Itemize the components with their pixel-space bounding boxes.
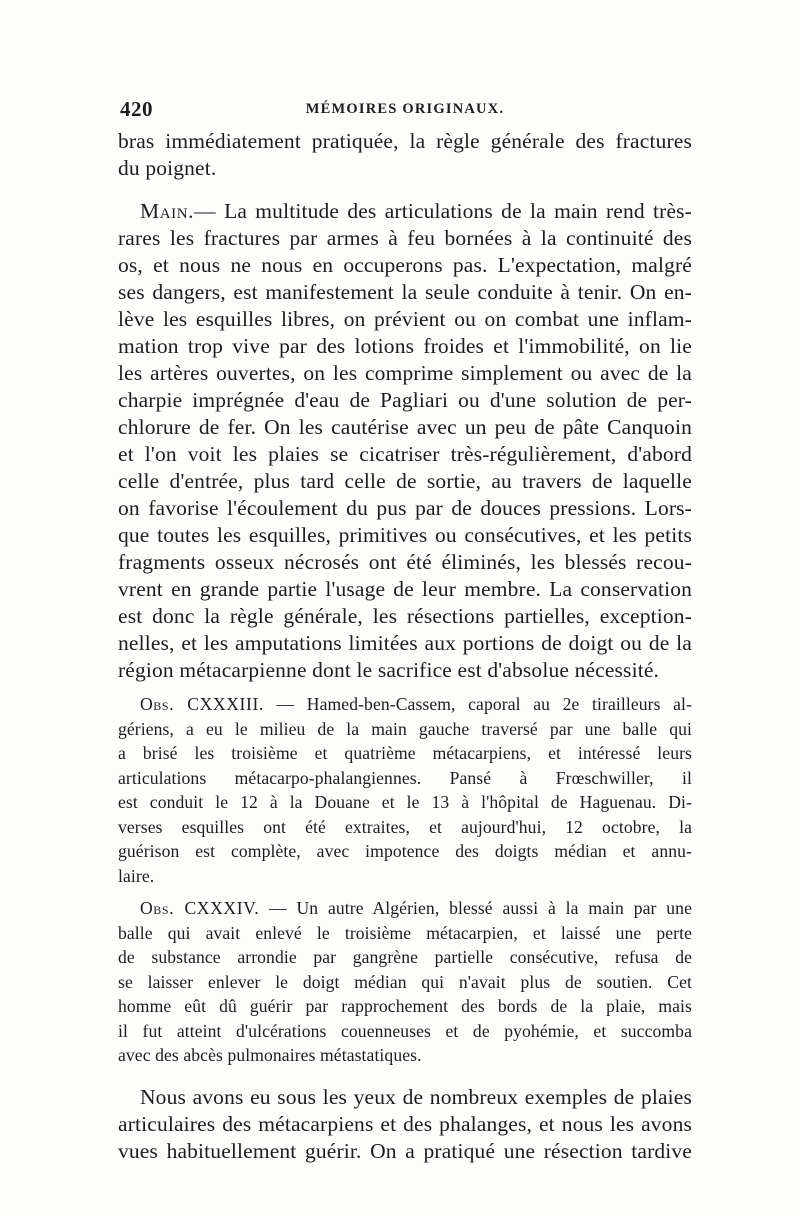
- text-line: laire.: [118, 865, 155, 886]
- text-line: a brisé les troisième et quatrième métacarpiens, et intéressé leurs: [118, 743, 692, 763]
- page-number: 420: [120, 97, 153, 121]
- text-line: est conduit le 12 à la Douane et le 13 à l'hôpital de Haguenau. Di-: [118, 792, 692, 812]
- text-line: du poignet.: [118, 156, 217, 180]
- section-lead-main: Main.: [140, 199, 195, 223]
- text-line: verses esquilles ont été extraites, et aujourd'hui, 12 octobre, la: [118, 816, 692, 837]
- text-line: nelles, et les amputations limitées aux portions de doigt ou de la: [118, 631, 692, 655]
- text-line: os, et nous ne nous en occuperons pas. L'expectation, malgré: [118, 253, 692, 277]
- text-line: les artères ouvertes, on les comprime simplement ou avec de la: [118, 361, 692, 385]
- observation-lead: Obs. CXXXIII.: [140, 694, 264, 714]
- observation-cxxxiv: [118, 896, 692, 1068]
- observation-cxxxiii: [118, 692, 692, 888]
- text-line: [118, 896, 692, 921]
- text-line: guérison est complète, avec impotence des doigts médian et annu-: [118, 841, 692, 861]
- body-text: [118, 128, 692, 1165]
- text-line: de substance arrondie par gangrène partielle consécutive, refusa de: [118, 947, 692, 967]
- text-line: avec des abcès pulmonaires métastatiques.: [118, 1045, 422, 1065]
- text-line: articulations métacarpo-phalangiennes. Pansé à Frœschwiller, il: [118, 767, 692, 788]
- text-line: et l'on voit les plaies se cicatriser très-régulièrement, d'abord: [118, 442, 692, 466]
- text-line: vrent en grande partie l'usage de leur membre. La conservation: [118, 577, 692, 601]
- text-line: est donc la règle générale, les résections partielles, exception-: [118, 604, 692, 628]
- text-line: région métacarpienne dont le sacrifice est d'absolue nécessité.: [118, 658, 660, 682]
- text-line: [118, 198, 692, 225]
- text-line: ses dangers, est manifestement la seule conduite à tenir. On en-: [118, 280, 692, 304]
- text-line: Nous avons eu sous les yeux de nombreux exemples de plaies: [140, 1084, 692, 1109]
- text-line: articulaires des métacarpiens et des phalanges, et nous les avons: [118, 1111, 692, 1136]
- paragraph-continuation: [118, 128, 692, 182]
- page-header: [120, 97, 690, 123]
- text-line: mation trop vive par des lotions froides et l'immobilité, on lie: [118, 334, 692, 358]
- text-line: charpie imprégnée d'eau de Pagliari ou d'une solution de per-: [118, 388, 692, 412]
- running-title: MÉMOIRES ORIGINAUX.: [305, 101, 505, 117]
- text-line: fragments osseux nécrosés ont été éliminés, les blessés recou-: [118, 550, 692, 574]
- text-line: chlorure de fer. On les cautérise avec un peu de pâte Canquoin: [118, 415, 692, 439]
- text-line: vues habituellement guérir. On a pratiqué une résection tardive: [118, 1138, 692, 1163]
- text-line: [118, 692, 692, 717]
- text-line: bras immédiatement pratiquée, la règle générale des fractures: [118, 129, 692, 153]
- text-fragment: — Un autre Algérien, blessé aussi à la main par une: [259, 898, 692, 918]
- text-line: que toutes les esquilles, primitives ou consécutives, et les petits: [118, 523, 692, 547]
- text-line: gériens, a eu le milieu de la main gauche traversé par une balle qui: [118, 718, 692, 739]
- text-fragment: — La multitude des articulations de la main rend très-: [194, 199, 692, 223]
- paragraph-final: [118, 1084, 692, 1165]
- text-line: lève les esquilles libres, on prévient ou on combat une inflam-: [118, 307, 692, 331]
- text-fragment: — Hamed-ben-Cassem, caporal au 2e tirailleurs al-: [263, 694, 692, 714]
- text-line: on favorise l'écoulement du pus par de douces pressions. Lors-: [118, 496, 692, 520]
- text-line: homme eût dû guérir par rapprochement des bords de la plaie, mais: [118, 996, 692, 1016]
- text-line: balle qui avait enlevé le troisième métacarpien, et laissé une perte: [118, 922, 692, 943]
- text-line: celle d'entrée, plus tard celle de sortie, au travers de laquelle: [118, 469, 692, 493]
- text-line: rares les fractures par armes à feu bornées à la continuité des: [118, 226, 692, 250]
- text-line: il fut atteint d'ulcérations couenneuses et de pyohémie, et succomba: [118, 1020, 692, 1041]
- observation-lead: Obs. CXXXIV.: [140, 898, 260, 918]
- paragraph-main: [118, 198, 692, 684]
- text-line: se laisser enlever le doigt médian qui n'avait plus de soutien. Cet: [118, 971, 692, 992]
